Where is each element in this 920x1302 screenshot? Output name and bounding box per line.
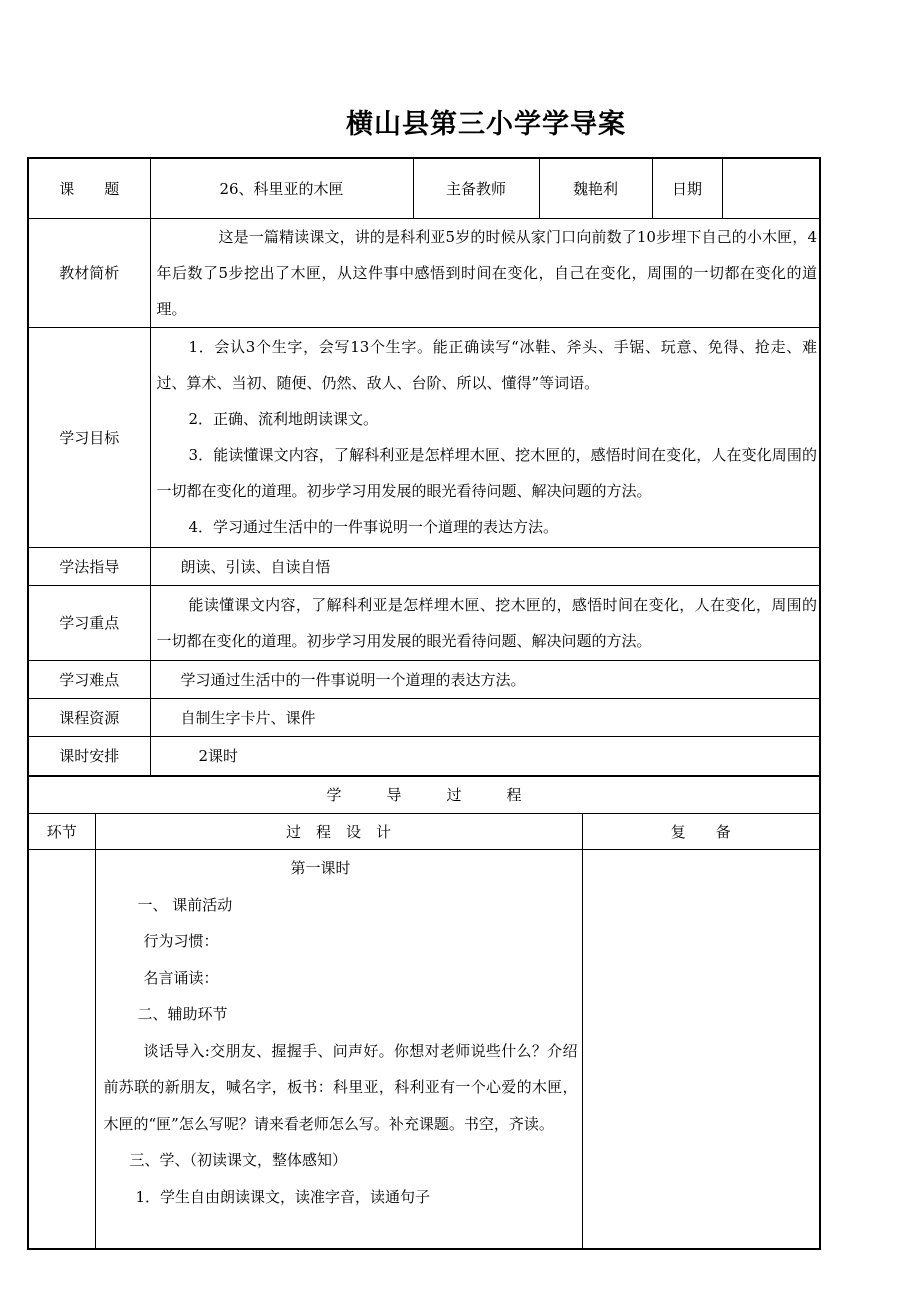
difficulty-row — [28, 660, 820, 698]
key-text: 能读懂课文内容，了解科利亚是怎样埋木匣、挖木匣的，感悟时间在变化，人在变化，周围的一切都在变化的道理。初步学习用发展的眼光看待问题、解决问题的方法。 — [156, 595, 817, 650]
lesson-title: 第一课时 — [290, 859, 351, 877]
key-row — [28, 585, 820, 660]
process-body-row — [28, 850, 820, 1249]
method-text: 朗读、引读、自读自悟 — [150, 547, 820, 585]
process-line: 1．学生自由朗读课文，读准字音，读通句子 — [135, 1187, 431, 1206]
schedule-text: 2课时 — [150, 736, 820, 776]
info-table — [27, 157, 821, 777]
stage-column-header: 环节 — [28, 814, 95, 850]
process-heading: 学 导 过 程 — [28, 776, 820, 814]
stage-cell — [28, 850, 95, 1249]
goal-item: 2．正确、流利地朗读课文。 — [188, 410, 379, 428]
process-line: 名言诵读： — [143, 968, 219, 987]
goals-row — [28, 327, 820, 547]
design-column-header: 过 程 设 计 — [95, 814, 582, 850]
method-row — [28, 547, 820, 585]
section-heading: 三、学、（初读课文，整体感知） — [129, 1151, 348, 1169]
topic-label: 课 题 — [28, 158, 150, 218]
schedule-row — [28, 736, 820, 776]
resource-text: 自制生字卡片、课件 — [150, 698, 820, 736]
date-label: 日期 — [652, 158, 722, 218]
resource-row — [28, 698, 820, 736]
key-label: 学习重点 — [28, 585, 150, 660]
teacher-label: 主备教师 — [413, 158, 539, 218]
difficulty-label: 学习难点 — [28, 660, 150, 698]
analysis-row — [28, 218, 820, 327]
analysis-label: 教材简析 — [28, 218, 150, 327]
resource-label: 课程资源 — [28, 698, 150, 736]
process-columns-row — [28, 814, 820, 850]
topic-value: 26、科里亚的木匣 — [150, 158, 413, 218]
goal-item: 4．学习通过生活中的一件事说明一个道理的表达方法。 — [188, 518, 559, 536]
method-label: 学法指导 — [28, 547, 150, 585]
schedule-label: 课时安排 — [28, 736, 150, 776]
process-line: 行为习惯： — [143, 932, 219, 950]
analysis-text: 这是一篇精读课文，讲的是科利亚5岁的时候从家门口向前数了10步埋下自己的小木匣，4年后数了5步挖出了木匣，从这件事中感悟到时间在变化，自己在变化，周围的一切都在变化的道理。 — [156, 227, 817, 318]
section-heading: 二、辅助环节 — [137, 1005, 228, 1023]
goal-item: 1．会认3个生字，会写13个生字。能正确读写“冰鞋、斧头、手锯、玩意、免得、抢走、难过、算术、当初、随便、仍然、敌人、台阶、所以、懂得”等词语。 — [156, 338, 817, 392]
design-cell — [95, 850, 582, 1249]
date-value — [722, 158, 820, 218]
page-title: 横山县第三小学学导案 — [346, 109, 626, 140]
prep-column-header: 复 备 — [582, 814, 820, 850]
process-table — [27, 775, 821, 1250]
goals-label: 学习目标 — [28, 327, 150, 547]
goal-item: 3．能读懂课文内容，了解科利亚是怎样埋木匣、挖木匣的，感悟时间在变化，人在变化周围的一切都在变化的道理。初步学习用发展的眼光看待问题、解决问题的方法。 — [156, 446, 817, 500]
process-paragraph: 谈话导入:交朋友、握握手、问声好。你想对老师说些什么？介绍前苏联的新朋友，喊名字，板书：科里亚，科利亚有一个心爱的木匣，木匣的“匣”怎么写呢？请来看老师怎么写。补充课题。书空，齐读。 — [103, 1041, 578, 1133]
difficulty-text: 学习通过生活中的一件事说明一个道理的表达方法。 — [150, 660, 820, 698]
section-heading: 一、 课前活动 — [137, 895, 233, 914]
prep-cell — [582, 850, 820, 1249]
teacher-value: 魏艳利 — [539, 158, 652, 218]
header-row — [28, 158, 820, 218]
process-heading-row — [28, 776, 820, 814]
